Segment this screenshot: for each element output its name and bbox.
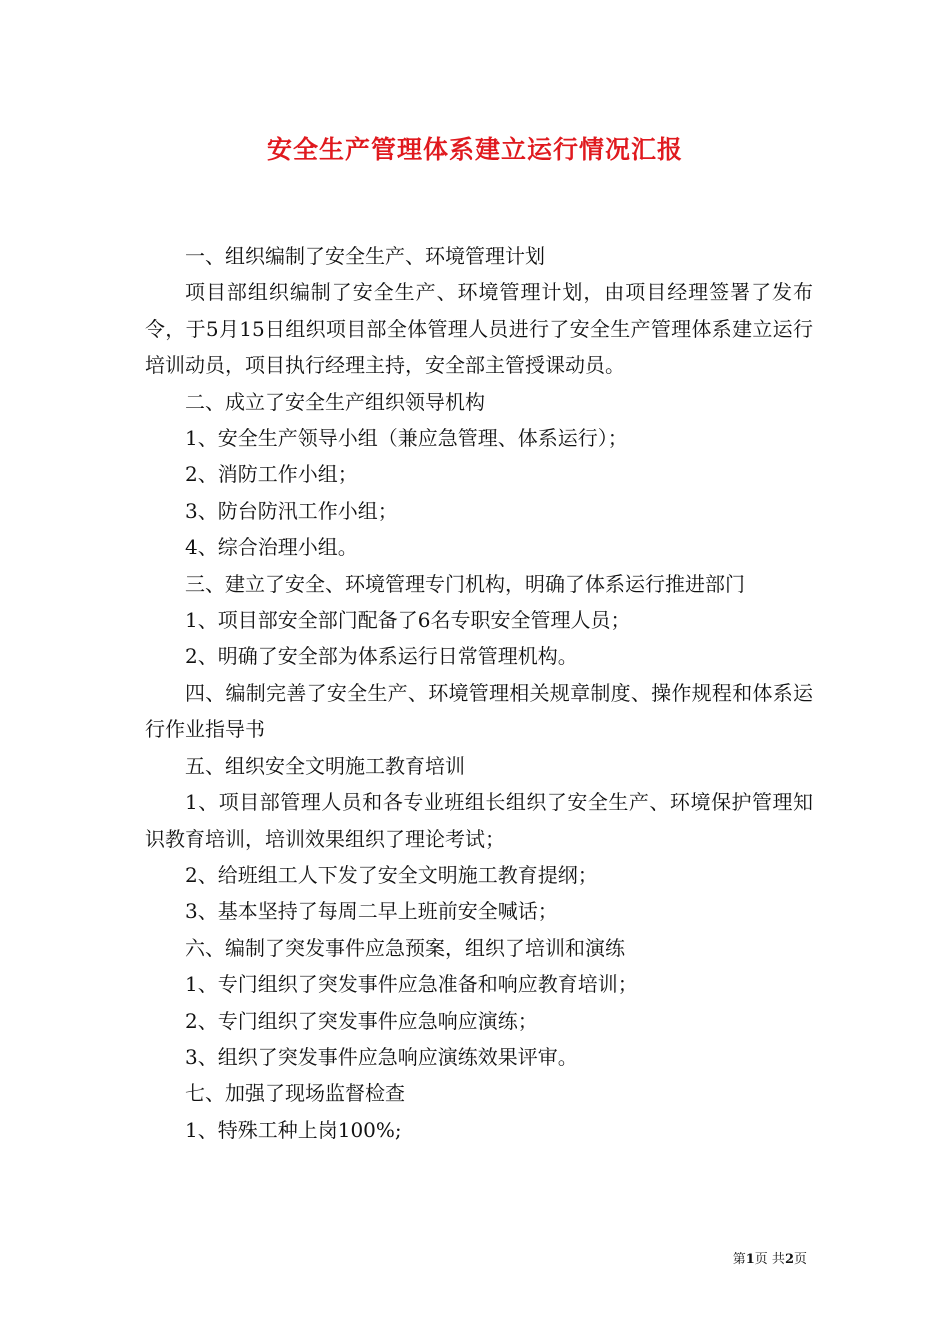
list-item: 3、组织了突发事件应急响应演练效果评审。 <box>185 1044 578 1069</box>
list-item: 2、明确了安全部为体系运行日常管理机构。 <box>185 644 578 669</box>
document-body <box>145 238 813 1148</box>
list-item: 1、专门组织了突发事件应急准备和响应教育培训； <box>185 972 638 997</box>
list-item: 1、特殊工种上岗100%; <box>185 1117 402 1142</box>
list-item: 2、专门组织了突发事件应急响应演练； <box>185 1008 538 1033</box>
page-number-middle: 页 共 <box>754 1252 785 1267</box>
paragraph: 项目部组织编制了安全生产、环境管理计划，由项目经理签署了发布令，于5月15日组织项目部全体管理人员进行了安全生产管理体系建立运行培训动员，项目执行经理主持，安全部主管授课动员。 <box>145 280 813 378</box>
page-number <box>733 1248 807 1267</box>
list-item: 2、消防工作小组； <box>185 462 358 487</box>
section-heading-6: 六、编制了突发事件应急预案，组织了培训和演练 <box>185 935 625 960</box>
page-number-current: 1 <box>745 1252 755 1267</box>
list-item: 1、安全生产领导小组（兼应急管理、体系运行）； <box>185 426 628 451</box>
section-heading-4: 四、编制完善了安全生产、环境管理相关规章制度、操作规程和体系运行作业指导书 <box>145 680 813 742</box>
list-item: 1、项目部管理人员和各专业班组长组织了安全生产、环境保护管理知识教育培训，培训效果组织了理论考试； <box>145 790 813 851</box>
list-item: 1、项目部安全部门配备了6名专职安全管理人员； <box>185 608 631 633</box>
page-number-suffix: 页 <box>793 1252 807 1267</box>
section-heading-3: 三、建立了安全、环境管理专门机构，明确了体系运行推进部门 <box>185 571 745 596</box>
list-item: 2、给班组工人下发了安全文明施工教育提纲； <box>185 862 598 887</box>
page-number-total: 2 <box>784 1252 794 1267</box>
page-number-prefix: 第 <box>732 1252 746 1267</box>
section-heading-7: 七、加强了现场监督检查 <box>185 1081 405 1106</box>
list-item: 4、综合治理小组。 <box>185 535 358 560</box>
document-title: 安全生产管理体系建立运行情况汇报 <box>266 135 683 164</box>
list-item: 3、防台防汛工作小组； <box>185 498 398 523</box>
section-heading-1: 一、组织编制了安全生产、环境管理计划 <box>185 244 545 268</box>
section-heading-5: 五、组织安全文明施工教育培训 <box>185 753 465 778</box>
section-heading-2: 二、成立了安全生产组织领导机构 <box>185 389 485 414</box>
list-item: 3、基本坚持了每周二早上班前安全喊话； <box>185 899 558 924</box>
